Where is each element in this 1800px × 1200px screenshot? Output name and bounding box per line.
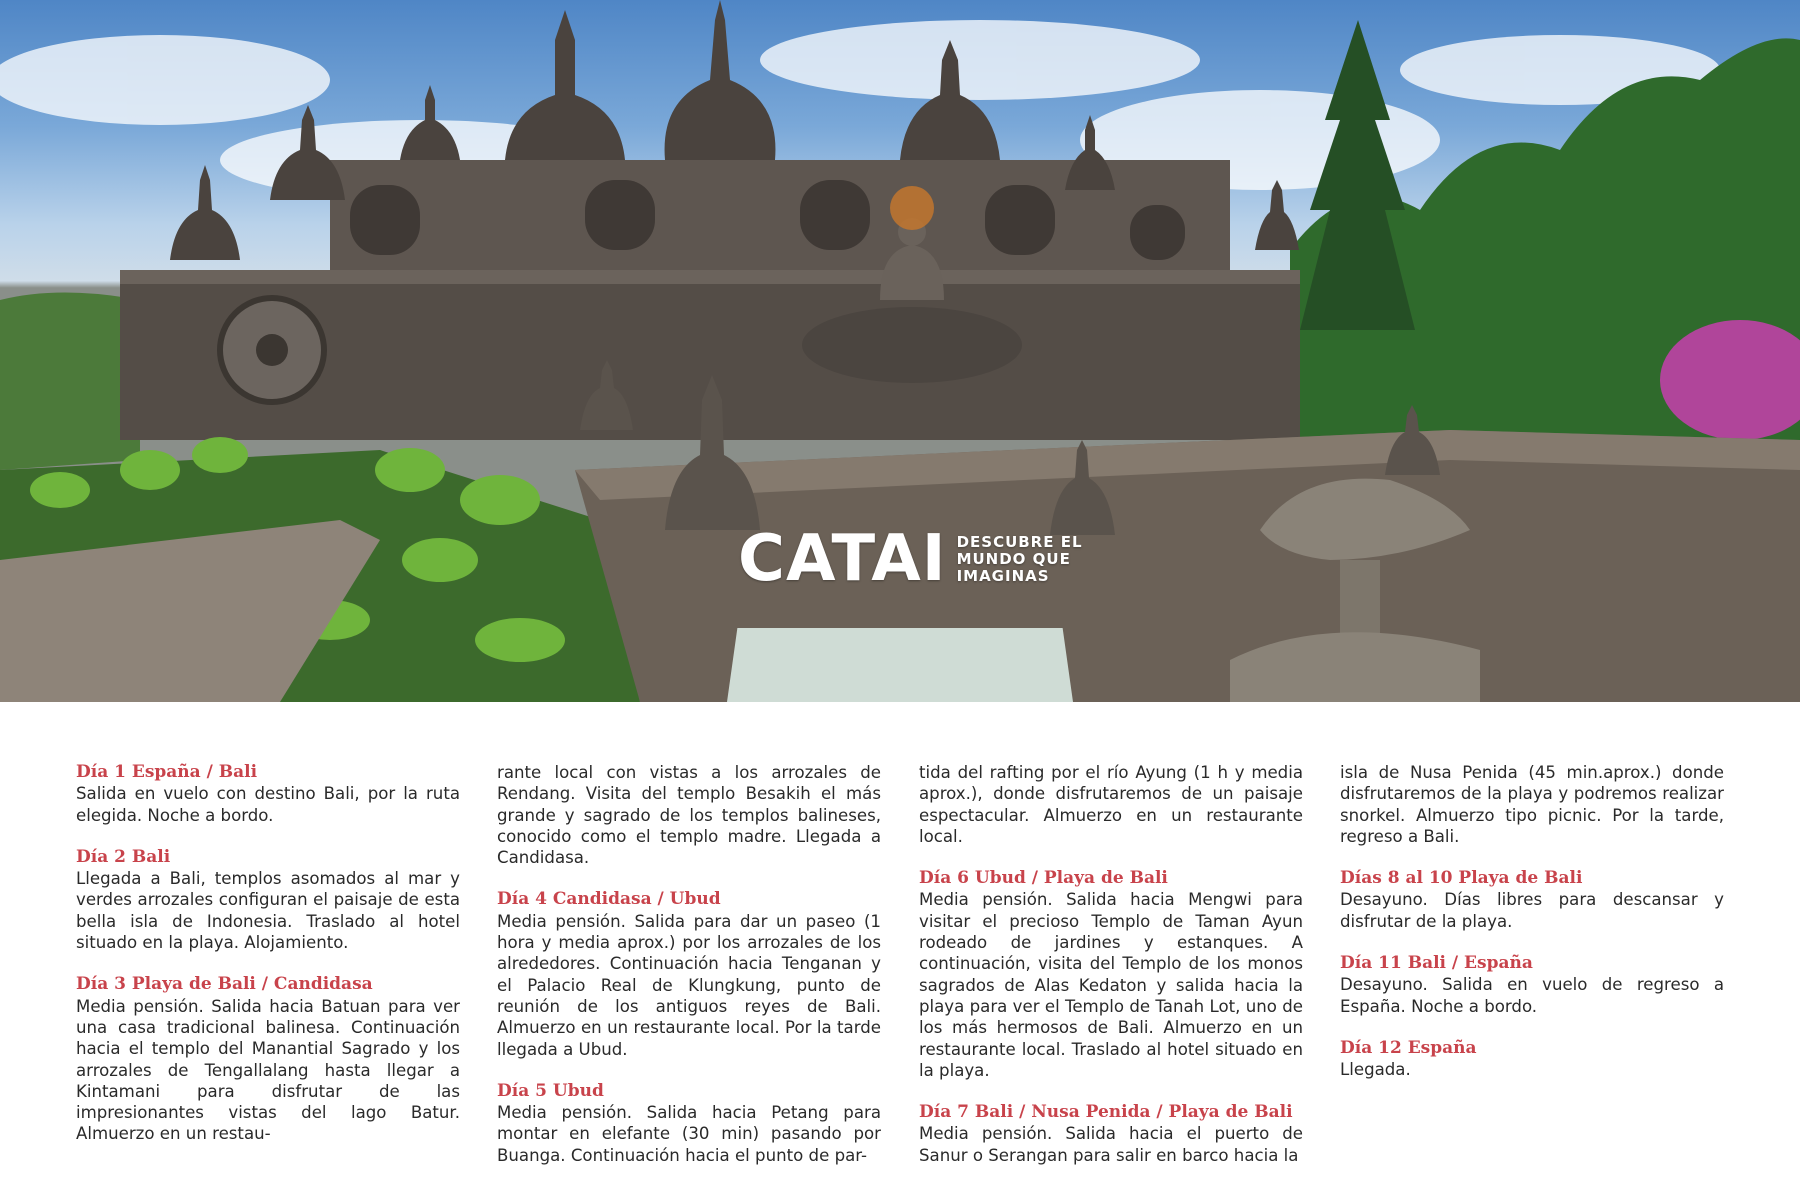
day-description: Llegada a Bali, templos asomados al mar y verdes arrozales configuran el paisaje de esta bella isla de Indonesia. Traslado al hotel situado en la playa. Alojamiento.	[76, 869, 460, 953]
day-description: Media pensión. Salida hacia Petang para montar en elefante (30 min) pasando por Buanga. Continuación hacia el punto de par-	[497, 1103, 881, 1165]
day-description: Desayuno. Salida en vuelo de regreso a España. Noche a bordo.	[1340, 975, 1724, 1016]
brand-name: CATAI	[738, 522, 947, 596]
day-title: Día 11 Bali / España	[1340, 953, 1533, 974]
itinerary-column	[919, 762, 1303, 1187]
day-description-continued: isla de Nusa Penida (45 min.aprox.) donde disfrutaremos de la playa y podremos realizar snorkel. Almuerzo tipo picnic. Por la tarde, regreso a Bali.	[1340, 763, 1724, 846]
accent-tab	[727, 628, 1073, 702]
day-block	[76, 974, 460, 1144]
day-title: Día 4 Candidasa / Ubud	[497, 889, 721, 910]
day-description: Media pensión. Salida hacia el puerto de Sanur o Serangan para salir en barco hacia la	[919, 1124, 1303, 1165]
lotus-pedestal	[802, 307, 1022, 383]
day-block	[497, 1081, 881, 1166]
day-title: Día 5 Ubud	[497, 1080, 604, 1101]
left-hills	[0, 293, 140, 471]
day-description-continued: tida del rafting por el río Ayung (1 h y media aprox.), donde disfrutaremos de un paisaje espectacular. Almuerzo en un restaurante local.	[919, 763, 1303, 846]
day-description-continued: rante local con vistas a los arrozales de Rendang. Visita del templo Besakih el más grande y sagrado de los templos balineses, conocido como el templo madre. Llegada a Candidasa.	[497, 763, 881, 868]
itinerary-column	[1340, 762, 1724, 1102]
catai-logo	[738, 524, 1087, 594]
day-block	[919, 1102, 1303, 1166]
day-block	[919, 762, 1303, 847]
day-description: Llegada.	[1340, 1060, 1411, 1080]
day-block	[76, 762, 460, 826]
day-block	[1340, 1038, 1724, 1081]
day-description: Desayuno. Días libres para descansar y disfrutar de la playa.	[1340, 890, 1724, 931]
day-description: Media pensión. Salida hacia Mengwi para visitar el precioso Templo de Taman Ayun rodeado de jardines y estanques. A continuación, visita del Templo de los monos sagrados de Alas Kedaton y salida hacia la playa para ver el Templo de Tanah Lot, uno de los más hermosos de Bali. Almuerzo en un restaurante local. Traslado al hotel situado en la playa.	[919, 890, 1303, 1080]
itinerary-column	[76, 762, 460, 1166]
day-title: Día 7 Bali / Nusa Penida / Playa de Bali	[919, 1102, 1293, 1123]
itinerary	[76, 762, 1726, 1165]
day-description: Media pensión. Salida hacia Batuan para ver una casa tradicional balinesa. Continuación hacia el templo del Manantial Sagrado y los arrozales de Tengallalang hasta llegar a Kintamani para disfrutar de las impresionantes vistas del lago Batur. Almuerzo en un restau-	[76, 996, 460, 1144]
day-title: Día 6 Ubud / Playa de Bali	[919, 868, 1168, 889]
day-block	[1340, 953, 1724, 1017]
day-description: Media pensión. Salida para dar un paseo (1 hora y media aprox.) por los arrozales de los alrededores. Continuación hacia Tenganan y el Palacio Real de Klungkung, punto de reunión de los antiguos reyes de Bali. Almuerzo en un restaurante local. Por la tarde llegada a Ubud.	[497, 911, 881, 1059]
day-title: Día 12 España	[1340, 1037, 1477, 1058]
itinerary-column	[497, 762, 881, 1187]
day-block	[919, 868, 1303, 1081]
day-title: Días 8 al 10 Playa de Bali	[1340, 868, 1583, 889]
tagline-line: IMAGINAS	[956, 566, 1050, 585]
tagline-line: MUNDO QUE	[956, 549, 1071, 568]
day-block	[1340, 762, 1724, 847]
day-block	[497, 762, 881, 868]
day-title: Día 2 Bali	[76, 846, 171, 867]
day-title: Día 3 Playa de Bali / Candidasa	[76, 974, 373, 995]
day-block	[497, 889, 881, 1059]
day-title: Día 1 España / Bali	[76, 762, 258, 782]
tagline-line: DESCUBRE EL	[956, 532, 1083, 551]
brand-tagline	[957, 534, 1087, 585]
day-block	[1340, 868, 1724, 932]
day-block	[76, 847, 460, 953]
day-description: Salida en vuelo con destino Bali, por la ruta elegida. Noche a bordo.	[76, 784, 460, 825]
